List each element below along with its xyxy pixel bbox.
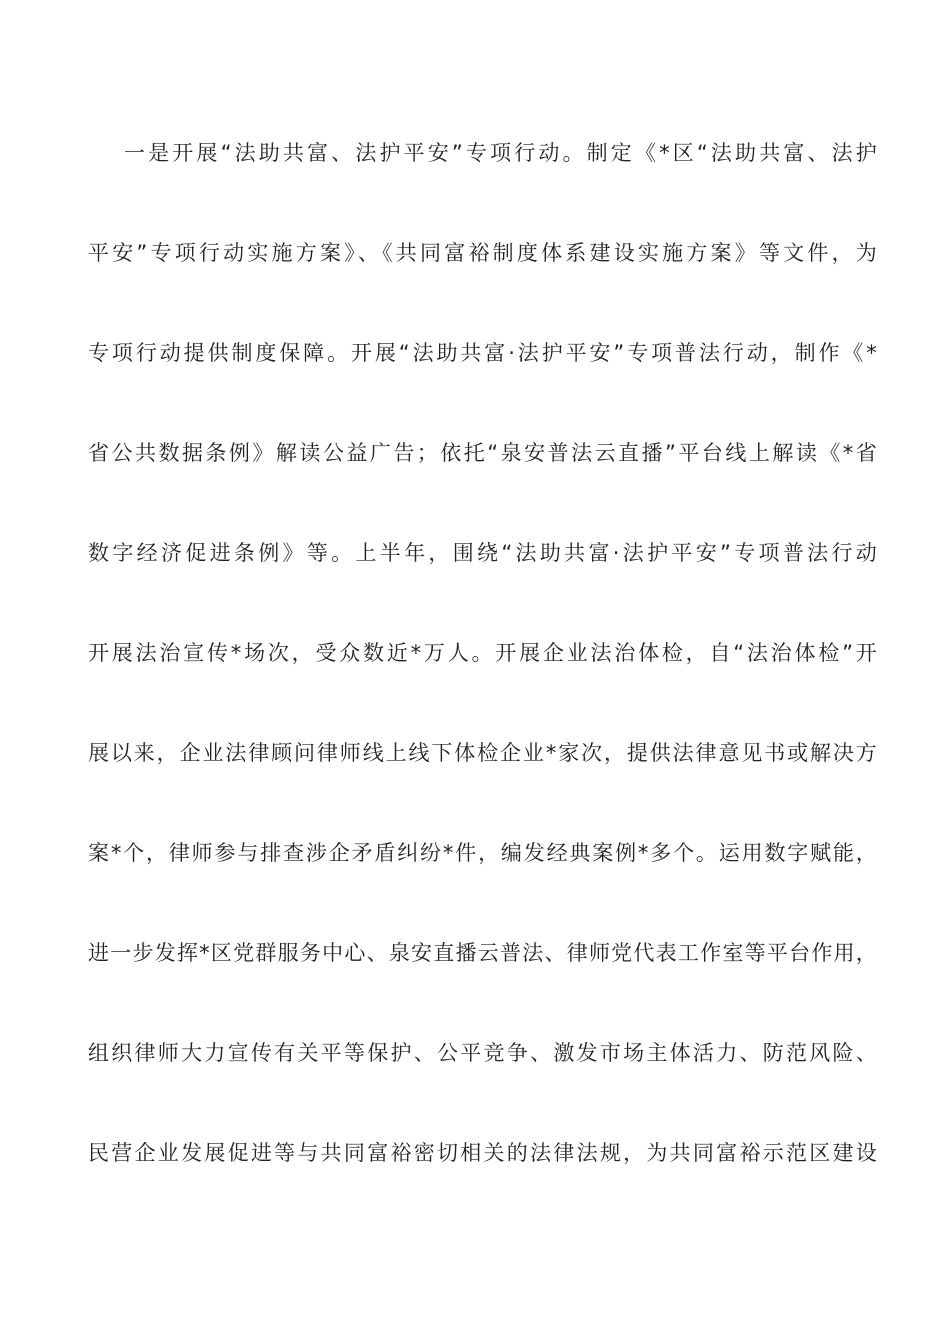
- body-paragraph: [88, 126, 878, 1226]
- paragraph-line-9: 进一步发挥*区党群服务中心、泉安直播云普法、律师党代表工作室等平台作用，: [88, 941, 878, 965]
- paragraph-line-1: 一是开展“法助共富、法护平安”专项行动。制定《*区“法助共富、法护: [124, 141, 878, 165]
- paragraph-line-6: 开展法治宣传*场次，受众数近*万人。开展企业法治体检，自“法治体检”开: [88, 641, 878, 665]
- paragraph-line-2: 平安”专项行动实施方案》、《共同富裕制度体系建设实施方案》等文件，为: [88, 241, 878, 265]
- paragraph-line-5: 数字经济促进条例》等。上半年，围绕“法助共富·法护平安”专项普法行动: [88, 541, 878, 565]
- paragraph-line-4: 省公共数据条例》解读公益广告；依托“泉安普法云直播”平台线上解读《*省: [88, 441, 878, 465]
- paragraph-line-10: 组织律师大力宣传有关平等保护、公平竞争、激发市场主体活力、防范风险、: [88, 1041, 878, 1065]
- paragraph-line-7: 展以来，企业法律顾问律师线上线下体检企业*家次，提供法律意见书或解决方: [88, 741, 878, 765]
- paragraph-line-8: 案*个，律师参与排查涉企矛盾纠纷*件，编发经典案例*多个。运用数字赋能，: [88, 841, 878, 865]
- paragraph-line-3: 专项行动提供制度保障。开展“法助共富·法护平安”专项普法行动，制作《*: [88, 341, 878, 365]
- paragraph-line-11: 民营企业发展促进等与共同富裕密切相关的法律法规，为共同富裕示范区建设: [88, 1141, 878, 1165]
